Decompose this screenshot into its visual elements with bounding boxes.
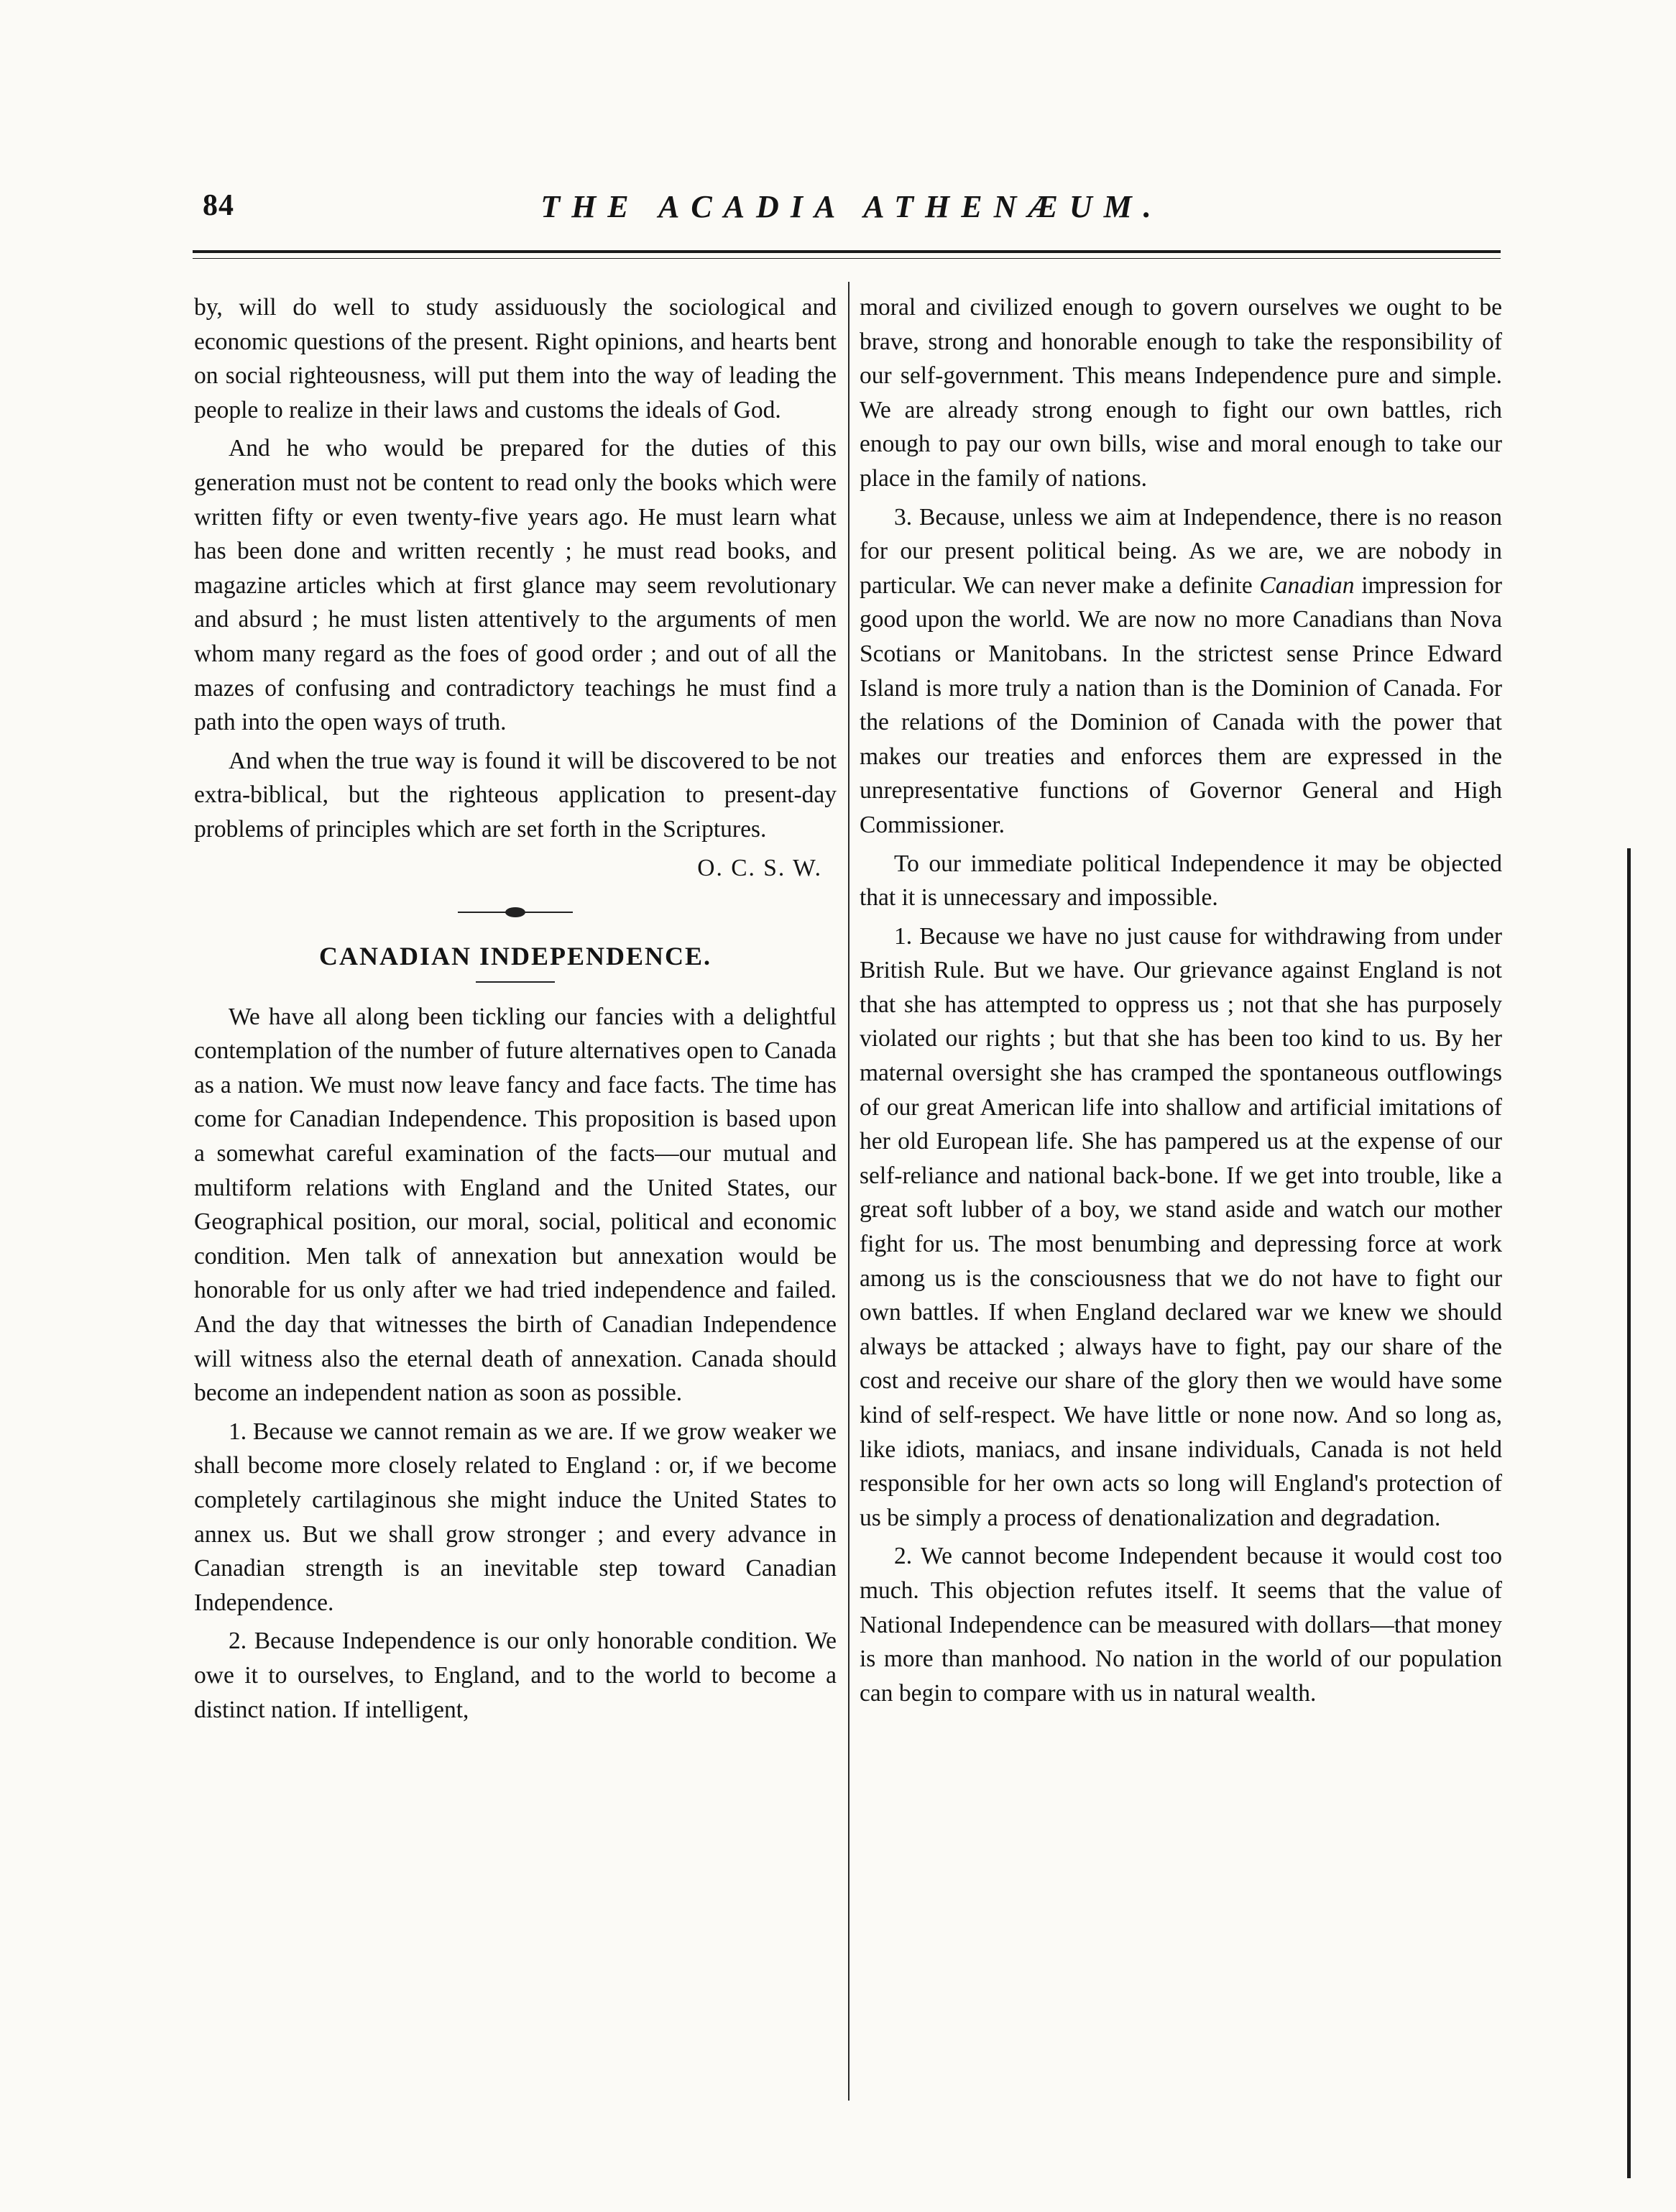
column-divider xyxy=(848,282,849,2101)
paragraph-text: impression for good upon the world. We are now no more Canadians than Nova Scotians or Manitobans. In the strictest sense Prince Edward Island is more truly a nation than is the Dominion of Canada. For the relations of the Dominion of Canada with the power that makes our treaties and enforces them are expressed in the unrepresentative functions of Governor General and High Commissioner. xyxy=(860,572,1502,838)
author-signature: O. C. S. W. xyxy=(697,854,822,881)
paragraph: To our immediate political Independence it may be objected that it is unnecessary and impossible. xyxy=(860,850,1502,912)
journal-title: THE ACADIA ATHENÆUM. xyxy=(540,189,1163,224)
paragraph: And he who would be prepared for the duties of this generation must not be content to read only the books which were written fifty or even twenty-five years ago. He must learn what has been done and written recently ; he must read books, and magazine articles which at first glance may seem revolutionary and absurd ; he must listen attentively to the arguments of men whom many regard as the foes of good order ; and out of all the mazes of confusing and contradictory teachings he must find a path into the open ways of truth. xyxy=(194,435,837,736)
emphasis-text: Canadian xyxy=(1259,572,1355,599)
title-rule xyxy=(476,981,555,983)
paragraph: 1. Because we have no just cause for withdrawing from under British Rule. But we have. Our grievance against England is not that she has attempted to oppress us ; not that she has purposely violated our rights ; but that she has been too kind to us. By her maternal oversight she has cramped the spontaneous outflowings of our great American life into shallow and artificial imitations of her old European life. She has pampered us at the expense of our self-reliance and national back-bone. If we get into trouble, like a great soft lubber of a boy, we stand aside and watch our mother fight for us. The most benumbing and depressing force at work among us is the consciousness that we do not have to fight our own battles. If when England declared war we knew we should always be attacked ; always have to fight, pay our share of the cost and receive our share of the glory then we would have some kind of self-respect. We have little or none now. And so long as, like idiots, maniacs, and insane individuals, Canada is not held responsible for her own acts so long will England's protection of us be simply a process of denationalization and degradation. xyxy=(860,922,1502,1531)
section-divider xyxy=(458,907,573,918)
right-column xyxy=(860,290,1502,1715)
paragraph: moral and civilized enough to govern ourselves we ought to be brave, strong and honorable enough to take the responsibility of our self-government. This means Independence pure and simple. We are already strong enough to fight our own battles, rich enough to pay our own bills, wise and moral enough to take our place in the family of nations. xyxy=(860,294,1502,492)
paragraph: 1. Because we cannot remain as we are. If we grow weaker we shall become more closely related to England : or, if we become completely cartilaginous she might induce the United States to annex us. But we shall grow stronger ; and every advance in Canadian strength is an inevitable step toward Canadian Independence. xyxy=(194,1418,837,1616)
left-column xyxy=(194,290,837,1731)
page-header xyxy=(194,188,1509,239)
paragraph-text: 3. Because, unless we aim at Independence, there is no reason for our present political being. As we are, we are nobody in particular. We can never make a definite xyxy=(860,503,1502,599)
paragraph xyxy=(860,500,1502,843)
paragraph: And when the true way is found it will be discovered to be not extra-biblical, but the righteous application to present-day problems of principles which are set forth in the Scriptures. xyxy=(194,747,837,843)
paragraph: by, will do well to study assiduously the sociological and economic questions of the present. Right opinions, and hearts bent on social righteousness, will put them into the way of leading the people to realize in their laws and customs the ideals of God. xyxy=(194,294,837,423)
margin-rule xyxy=(1627,848,1631,2178)
page-number: 84 xyxy=(203,189,234,222)
paragraph: 2. We cannot become Independent because it would cost too much. This objection refutes itself. It seems that the value of National Independence can be measured with dollars—that money is more than manhood. No nation in the world of our population can begin to compare with us in natural wealth. xyxy=(860,1543,1502,1707)
paragraph: 2. Because Independence is our only honorable condition. We owe it to ourselves, to England, and to the world to become a distinct nation. If intelligent, xyxy=(194,1628,837,1723)
divider-ornament-icon xyxy=(505,907,525,917)
paragraph: We have all along been tickling our fancies with a delightful contemplation of the number of future alternatives open to Canada as a nation. We must now leave fancy and face facts. The time has come for Canadian Independence. This proposition is based upon a somewhat careful examination of the facts—our mutual and multiform relations with England and the United States, our Geographical position, our moral, social, political and economic condition. Men talk of annexation but annexation would be honorable for us only after we had tried independence and failed. And the day that witnesses the birth of Canadian Independence will witness also the eternal death of annexation. Canada should become an independent nation as soon as possible. xyxy=(194,1003,837,1407)
header-rule xyxy=(193,250,1501,259)
article-title: CANADIAN INDEPENDENCE. xyxy=(318,942,712,971)
